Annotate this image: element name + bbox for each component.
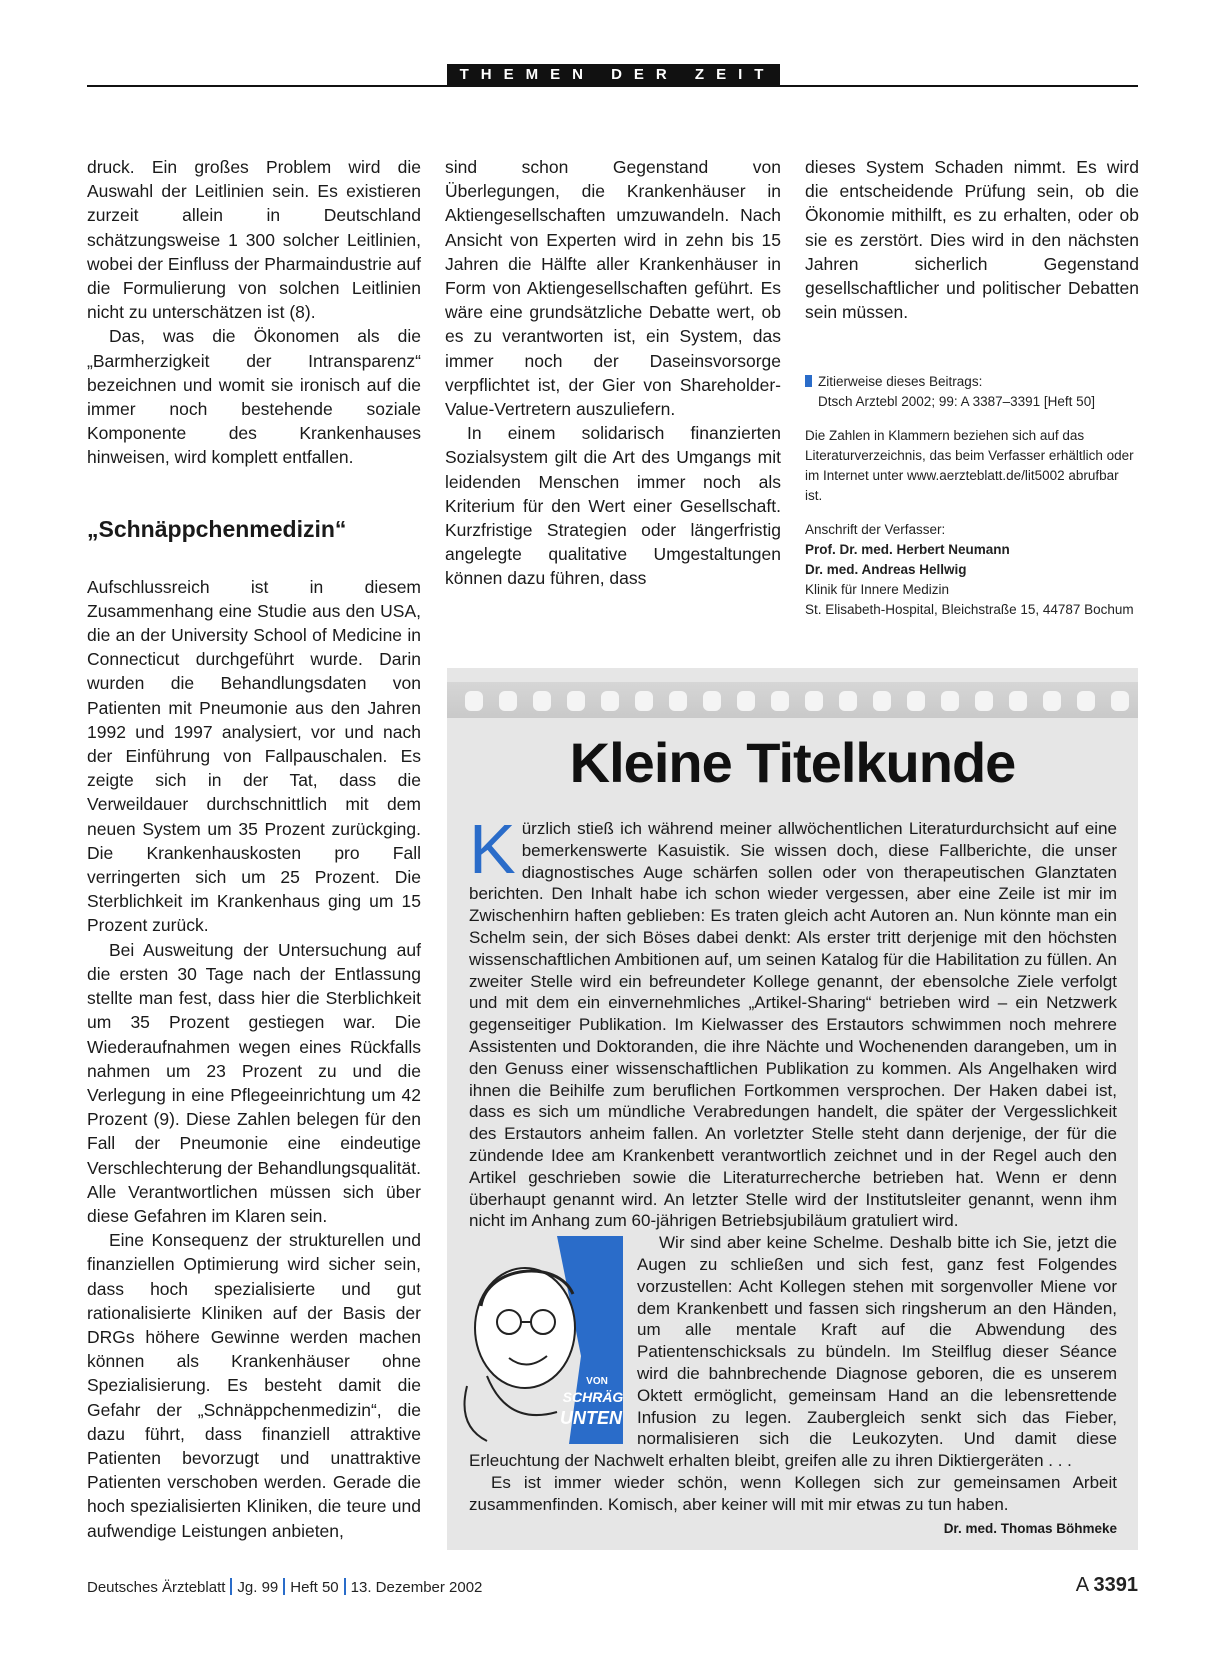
filmstrip-hole [805,691,823,711]
section-subheading: „Schnäppchenmedizin“ [87,515,347,542]
clinic-name: Klinik für Innere Medizin [805,582,950,597]
filmstrip-hole [635,691,653,711]
filmstrip-hole [737,691,755,711]
filmstrip-hole [1077,691,1095,711]
filmstrip-hole [907,691,925,711]
filmstrip-hole [465,691,483,711]
filmstrip-hole [703,691,721,711]
page-prefix: A [1075,1574,1088,1596]
paragraph-with-figure [469,1232,1117,1472]
filmstrip-hole [771,691,789,711]
paragraph: Das, was die Ökonomen als die „Barmherzigkeit der Intransparenz“ bezeichnen und womit sie ironisch auf die immer noch bestehende soziale Komponente des Krankenhauses hinweisen, wird komplett entfallen. [87,326,421,468]
filmstrip-hole [533,691,551,711]
paragraph: Wir sind aber keine Schelme. Deshalb bitte ich Sie, jetzt die Augen zu schließen und sich fest, ganz fest Folgendes vorzustellen: Acht Kollegen stehen mit sorgenvoller Miene vor dem Krankenbett und fassen sich ringsherum an den Händen, um alle mentale Kraft auf die Abwendung des Patientenschicksals zu bündeln. Im Steilflug dieser Séance wird die bahnbrechende Diagnose geboren, die es unserem Oktett ermöglicht, gemeinsam Hand an die lebensrettende Infusion zu legen. Zaubergleich senkt sich das Fieber, normalisieren sich die Leukozyten. Und damit diese Erleuchtung der Nachwelt erhalten bleibt, greifen alle zu ihren Diktiergeräten . . . [469,1233,1117,1471]
citation-block [805,372,1139,620]
section-label: THEMEN DER ZEIT [459,66,776,83]
filmstrip-hole [1009,691,1027,711]
paragraph: sind schon Gegenstand von Überlegungen, die Krankenhäuser in Aktiengesellschaften umzuwandeln. Nach Ansicht von Experten wird in zehn bis 15 Jahren die Hälfte aller Krankenhäuser in Form von Aktiengesellschaften geführt. Es wäre eine grundsätzliche Debatte wert, ob es zu verantworten ist, ein System, das immer noch der Daseinsvorsorge verpflichtet ist, der Gier von Shareholder-Value-Vertretern auszuliefern. [445,157,781,420]
paragraph: Eine Konsequenz der strukturellen und finanziellen Optimierung wird sicher sein, dass hoch spezialisierte und gut rationalisierte Kliniken auf der Basis der DRGs höhere Gewinne werden machen können als Krankenhäuser ohne Spezialisierung. Es besteht damit die Gefahr der „Schnäppchenmedizin“, die dazu führt, dass finanziell attraktive Patienten bevorzugt und unattraktive Patienten verschoben werden. Gerade die hoch spezialisierten Kliniken, die teure und aufwendige Leistungen anbieten, [87,1230,421,1541]
separator [230,1578,232,1595]
logo-text: UNTEN [560,1408,622,1429]
page-number [1076,1574,1138,1597]
filmstrip-hole [601,691,619,711]
author-name: Prof. Dr. med. Herbert Neumann [805,542,1010,557]
paragraph: Bei Ausweitung der Untersuchung auf die ersten 30 Tage nach der Entlassung stellte man fest, dass hier die Sterblichkeit um 35 Prozent gestiegen war. Die Wiederaufnahmen wegen eines Rückfalls nahmen um 23 Prozent zu und die Verlegung in eine Pflegeeinrichtung um 42 Prozent (9). Diese Zahlen belegen für den Fall der Pneumonie eine eindeutige Verschlechterung der Behandlungsqualität. Alle Verantwortlichen müssen sich über diese Gefahren im Klaren sein. [87,939,421,1226]
column-2 [445,155,781,591]
paragraph-text: Es ist immer wieder schön, wenn Kollegen sich zur gemeinsamen Arbeit zusammenfinden. Komisch, aber keiner will mit mir etwas zu tun haben. [469,1472,1117,1514]
separator [283,1578,285,1595]
filmstrip-hole [839,691,857,711]
drop-cap: K [469,810,516,888]
filmstrip-hole [873,691,891,711]
paragraph: In einem solidarisch finanzierten Sozialsystem gilt die Art des Umgangs mit leidenden Menschen immer noch als Kriterium für den Wert einer Gesellschaft. Kurzfristige Strategien oder längerfristig angelegte qualitative Umgestaltungen können dazu führen, dass [445,423,781,589]
page-number-value: 3391 [1093,1574,1138,1596]
section-header [447,64,780,86]
column-3 [805,155,1139,324]
paragraph: dieses System Schaden nimmt. Es wird die entscheidende Prüfung sein, ob die Ökonomie mithilft, es zu erhalten, oder ob sie es zerstört. Dies wird in den nächsten Jahren sicherlich Gegenstand gesellschaftlicher und politischer Debatten sein müssen. [805,157,1139,323]
box-text [469,810,1117,1539]
author-name: Dr. med. Andreas Hellwig [805,562,967,577]
citation-note: Die Zahlen in Klammern beziehen sich auf das Literaturverzeichnis, das beim Verfasser erhältlich oder im Internet unter www.aerzteblatt.de/lit5002 abrufbar ist. [805,428,1134,503]
caricature-illustration [447,1236,623,1444]
column-box [447,668,1138,1550]
box-title: Kleine Titelkunde [569,731,1016,794]
paragraph: druck. Ein großes Problem wird die Auswahl der Leitlinien sein. Es existieren zurzeit allein in Deutschland schätzungsweise 1 300 solcher Leitlinien, wobei der Einfluss der Pharmaindustrie auf die Formulierung von solchen Leitlinien nicht zu unterschätzen ist (8). [87,157,421,323]
citation-label: Zitierweise dieses Beitrags: [818,374,983,389]
filmstrip-hole [1111,691,1129,711]
logo-text: SCHRÄG [562,1389,623,1406]
volume: Jg. 99 [237,1579,279,1596]
address-label: Anschrift der Verfasser: [805,522,946,537]
header-rule [87,85,1138,87]
filmstrip-hole [669,691,687,711]
citation-reference: Dtsch Arztebl 2002; 99: A 3387–3391 [Heft 50] [818,394,1095,409]
hospital-address: St. Elisabeth-Hospital, Bleichstraße 15, 44787 Bochum [805,602,1134,617]
paragraph [469,1472,1117,1536]
filmstrip-hole [567,691,585,711]
filmstrip-banner [447,682,1138,718]
journal-name: Deutsches Ärzteblatt [87,1579,226,1596]
column-1 [87,155,421,1543]
filmstrip-hole [941,691,959,711]
filmstrip-hole [975,691,993,711]
issue-date: 13. Dezember 2002 [350,1579,483,1596]
filmstrip-hole [1043,691,1061,711]
logo-text: VON [586,1376,608,1388]
paragraph: Aufschlussreich ist in diesem Zusammenhang eine Studie aus den USA, die an der University School of Medicine in Connecticut durchgeführt wurde. Darin wurden die Behandlungsdaten von Patienten mit Pneumonie aus den Jahren 1992 und 1997 analysiert, vor und nach der Einführung von Fallpauschalen. Es zeigte sich in der Tat, dass die Verweildauer durchschnittlich mit dem neuen System um 35 Prozent zurückging. Die Krankenhauskosten pro Fall verringerten sich um 25 Prozent. Die Sterblichkeit im Krankenhaus ging um 15 Prozent zurück. [87,576,421,936]
filmstrip-hole [499,691,517,711]
box-author: Dr. med. Thomas Böhmeke [943,1520,1117,1536]
paragraph: ürzlich stieß ich während meiner allwöchentlichen Literaturdurchsicht auf eine bemerkenswerte Kasuistik. Sie wissen doch, diese Fallberichte, die unser diagnostisches Auge schärfen sollen oder von therapeutischen Glanztaten berichten. Den Inhalt habe ich schon wieder vergessen, aber eine Zeile ist mir im Zwischenhirn haften geblieben: Es traten gleich acht Autoren an. Nun könnte man ein Schelm sein, der sich Böses dabei denkt: Als erster tritt derjenige mit den höchsten wissenschaftlichen Ambitionen auf, um seinen Katalog für die Habilitation zu füllen. An zweiter Stelle wird ein befreundeter Kollege genannt, der ebensolche Ziele verfolgt und mit dem ein einvernehmliches „Artikel-Sharing“ betrieben wird – ein Netzwerk gegenseitiger Publikation. Im Kielwasser des Erstautors schwimmen noch mehrere Assistenten und Doktoranden, die ihre Nächte und Wochenenden darangeben, um in den Genuss einer wissenschaftlichen Publikation zu kommen. Als Angelhaken wird ihnen die Beihilfe zum beruflichen Fortkommen versprochen. Der Haken dabei ist, dass es sich um mündliche Verabredungen handelt, die später der Vergesslichkeit des Erstautors anheim fallen. An vorletzter Stelle steht dann derjenige, der für die zündende Idee am Krankenbett verantwortlich zeichnet und in der Regel auch den Artikel geschrieben sowie die Literaturrecherche betrieben hat. Wenn er denn überhaupt genannt wird. An letzter Stelle wird der Institutsleiter genannt, wenn ihm nicht im Anhang zum 60-jährigen Betriebsjubiläum gratuliert wird. [469,819,1117,1231]
separator [344,1578,346,1595]
issue: Heft 50 [290,1579,339,1596]
page-footer [87,1574,1138,1602]
accent-marker [805,375,812,387]
